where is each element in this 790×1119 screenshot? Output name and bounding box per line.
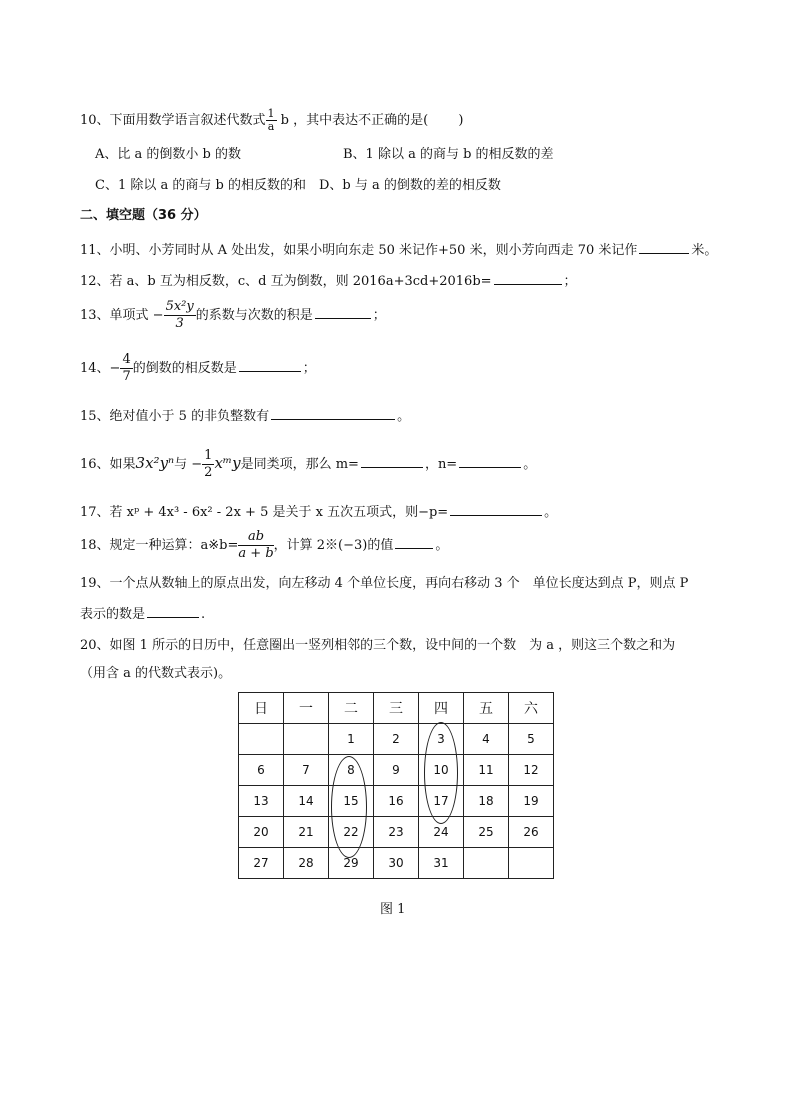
q12-text: 12、若 a、b 互为相反数，c、d 互为倒数，则 2016a+3cd+2016b= bbox=[80, 274, 492, 289]
calendar-cell: 18 bbox=[464, 786, 509, 817]
q16-suffix: 是同类项，那么 m= bbox=[240, 457, 359, 472]
question-19-line2 bbox=[80, 603, 205, 625]
calendar-row bbox=[239, 817, 554, 848]
q16-tail: 。 bbox=[523, 457, 537, 472]
calendar-header-cell: 一 bbox=[284, 693, 329, 724]
calendar-cell: 24 bbox=[419, 817, 464, 848]
q16-prefix: 16、如果 bbox=[80, 457, 136, 472]
calendar-cell: 29 bbox=[329, 848, 374, 879]
calendar-row bbox=[239, 848, 554, 879]
calendar-header-cell: 三 bbox=[374, 693, 419, 724]
calendar-cell: 8 bbox=[329, 755, 374, 786]
q18-tail: 。 bbox=[435, 538, 449, 553]
q13-frac-num: 5x²y bbox=[165, 299, 194, 314]
question-12 bbox=[80, 270, 577, 292]
q16-frac-den: 2 bbox=[204, 465, 213, 480]
q14-frac-num: 4 bbox=[122, 352, 131, 367]
calendar-cell: 11 bbox=[464, 755, 509, 786]
calendar-cell: 25 bbox=[464, 817, 509, 848]
question-10 bbox=[80, 108, 463, 133]
calendar-cell: 15 bbox=[329, 786, 374, 817]
calendar-cell: 26 bbox=[509, 817, 554, 848]
q19-tail: . bbox=[201, 607, 206, 622]
q14-frac-den: 7 bbox=[122, 369, 131, 384]
calendar-row bbox=[239, 786, 554, 817]
calendar-header-cell: 六 bbox=[509, 693, 554, 724]
calendar-cell: 7 bbox=[284, 755, 329, 786]
calendar-cell bbox=[284, 724, 329, 755]
question-20-line2: （用含 a 的代数式表示)。 bbox=[80, 666, 232, 681]
q10-option-cd: C、1 除以 a 的商与 b 的相反数的和 D、b 与 a 的倒数的差的相反数 bbox=[95, 178, 501, 193]
question-19-line1: 19、一个点从数轴上的原点出发，向左移动 4 个单位长度，再向右移动 3 个 单位长度达到点 P，则点 P bbox=[80, 576, 689, 591]
q13-tail: ； bbox=[372, 308, 386, 323]
q13-prefix: 13、单项式 − bbox=[80, 308, 164, 323]
q14-prefix: 14、− bbox=[80, 361, 121, 376]
calendar-cell bbox=[509, 848, 554, 879]
section-2-heading: 二、填空题（36 分） bbox=[80, 208, 207, 223]
q14-answer-blank[interactable] bbox=[239, 357, 301, 372]
calendar-header-cell: 五 bbox=[464, 693, 509, 724]
q11-tail: 米。 bbox=[691, 243, 718, 258]
q13-fraction bbox=[164, 299, 196, 332]
q14-tail: ； bbox=[302, 361, 316, 376]
q12-answer-blank[interactable] bbox=[494, 270, 562, 285]
q14-suffix: 的倒数的相反数是 bbox=[132, 361, 237, 376]
q16-n-label: ，n= bbox=[424, 457, 458, 472]
calendar-cell: 16 bbox=[374, 786, 419, 817]
figure-caption: 图 1 bbox=[380, 902, 406, 917]
calendar-row bbox=[239, 724, 554, 755]
calendar-cell: 2 bbox=[374, 724, 419, 755]
calendar-header-cell: 日 bbox=[239, 693, 284, 724]
question-14 bbox=[80, 351, 316, 387]
q13-frac-den: 3 bbox=[175, 316, 184, 331]
q18-prefix: 18、规定一种运算：a※b= bbox=[80, 538, 239, 553]
q12-tail: ； bbox=[563, 274, 577, 289]
q16-n-blank[interactable] bbox=[459, 453, 521, 468]
calendar-table bbox=[238, 692, 554, 879]
q17-answer-blank[interactable] bbox=[450, 501, 542, 516]
calendar-cell: 31 bbox=[419, 848, 464, 879]
q16-m-blank[interactable] bbox=[361, 453, 423, 468]
question-17 bbox=[80, 501, 557, 523]
calendar-cell: 30 bbox=[374, 848, 419, 879]
question-16 bbox=[80, 444, 536, 484]
q13-suffix: 的系数与次数的积是 bbox=[195, 308, 313, 323]
q19-line2-text: 表示的数是 bbox=[80, 607, 146, 622]
q17-tail: 。 bbox=[544, 505, 558, 520]
calendar-cell: 19 bbox=[509, 786, 554, 817]
calendar-header-cell: 四 bbox=[419, 693, 464, 724]
calendar-cell: 27 bbox=[239, 848, 284, 879]
q10-suffix: b ，其中表达不正确的是( ) bbox=[276, 113, 464, 128]
calendar-cell: 14 bbox=[284, 786, 329, 817]
q16-fraction bbox=[202, 448, 214, 481]
q11-answer-blank[interactable] bbox=[639, 239, 689, 254]
calendar-cell: 13 bbox=[239, 786, 284, 817]
q11-text: 11、小明、小芳同时从 A 处出发，如果小明向东走 50 米记作+50 米，则小芳向西走 70 米记作 bbox=[80, 243, 638, 258]
q15-tail: 。 bbox=[397, 409, 411, 424]
calendar-cell: 23 bbox=[374, 817, 419, 848]
q17-text: 17、若 xᵖ + 4x³ - 6x² - 2x + 5 是关于 x 五次五项式，则−p= bbox=[80, 505, 449, 520]
question-15 bbox=[80, 405, 410, 427]
calendar-cell: 22 bbox=[329, 817, 374, 848]
q16-mid: 与 − bbox=[174, 457, 203, 472]
q16-frac-num: 1 bbox=[204, 448, 213, 463]
calendar-cell: 12 bbox=[509, 755, 554, 786]
calendar-cell: 9 bbox=[374, 755, 419, 786]
calendar-cell: 21 bbox=[284, 817, 329, 848]
calendar-circle-column-4 bbox=[424, 722, 458, 824]
q10-option-a: A、比 a 的倒数小 b 的数 bbox=[95, 147, 241, 162]
q18-answer-blank[interactable] bbox=[395, 534, 433, 549]
calendar-cell: 10 bbox=[419, 755, 464, 786]
calendar-cell bbox=[239, 724, 284, 755]
question-11 bbox=[80, 239, 717, 261]
q18-frac-den: a + b bbox=[238, 546, 274, 561]
calendar-cell: 4 bbox=[464, 724, 509, 755]
q10-frac-den: a bbox=[267, 120, 275, 133]
q19-answer-blank[interactable] bbox=[147, 603, 199, 618]
calendar-cell: 28 bbox=[284, 848, 329, 879]
calendar-cell: 17 bbox=[419, 786, 464, 817]
calendar-cell bbox=[464, 848, 509, 879]
calendar-cell: 1 bbox=[329, 724, 374, 755]
q10-fraction bbox=[266, 108, 277, 133]
calendar-cell: 3 bbox=[419, 724, 464, 755]
question-13 bbox=[80, 298, 386, 334]
q14-fraction bbox=[120, 352, 132, 385]
q10-frac-num: 1 bbox=[267, 107, 275, 120]
calendar-header-row bbox=[239, 693, 554, 724]
calendar-cell: 20 bbox=[239, 817, 284, 848]
q18-frac-num: ab bbox=[238, 529, 273, 546]
calendar-header-cell: 二 bbox=[329, 693, 374, 724]
q15-answer-blank[interactable] bbox=[271, 405, 395, 420]
q10-prefix: 10、下面用数学语言叙述代数式 bbox=[80, 113, 266, 128]
question-20-line1: 20、如图 1 所示的日历中，任意圈出一竖列相邻的三个数，设中间的一个数 为 a ，则这三个数之和为 bbox=[80, 638, 676, 653]
q18-suffix: ，计算 2※(−3)的值 bbox=[273, 538, 394, 553]
calendar-row bbox=[239, 755, 554, 786]
q13-answer-blank[interactable] bbox=[315, 304, 371, 319]
q16-term2: xᵐy bbox=[214, 454, 241, 472]
q18-fraction bbox=[238, 529, 273, 562]
question-18 bbox=[80, 527, 448, 565]
calendar-cell: 6 bbox=[239, 755, 284, 786]
calendar-cell: 5 bbox=[509, 724, 554, 755]
q10-option-b: B、1 除以 a 的商与 b 的相反数的差 bbox=[343, 147, 554, 162]
q16-term1: 3x²yⁿ bbox=[135, 454, 175, 472]
calendar-circle-column-2 bbox=[331, 756, 367, 858]
q15-text: 15、绝对值小于 5 的非负整数有 bbox=[80, 409, 270, 424]
